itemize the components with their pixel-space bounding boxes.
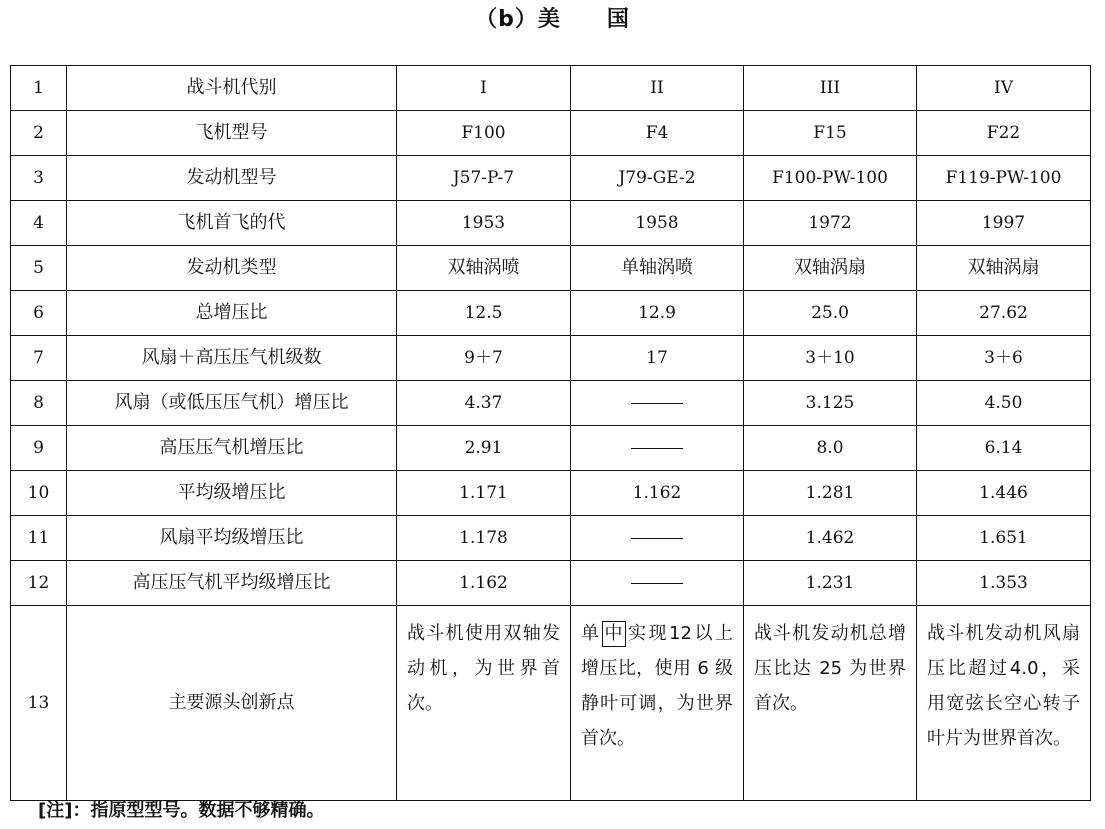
value-cell: 3＋10 <box>744 336 917 381</box>
value-cell: 1.171 <box>397 471 571 516</box>
row-number: 6 <box>11 291 67 336</box>
generation-cell: IV <box>917 66 1091 111</box>
note-text: 实现12以上增压比，使用 6 级静叶可调，为世界首次。 <box>581 623 733 749</box>
row-number: 12 <box>11 561 67 606</box>
row-number: 4 <box>11 201 67 246</box>
value-cell: F100-PW-100 <box>744 156 917 201</box>
row-label: 高压压气机平均级增压比 <box>67 561 397 606</box>
row-number: 9 <box>11 426 67 471</box>
table-row <box>11 516 1091 561</box>
footnote: [注]：指原型型号。数据不够精确。 <box>38 800 325 821</box>
value-cell: 2.91 <box>397 426 571 471</box>
value-cell: F15 <box>744 111 917 156</box>
row-number: 3 <box>11 156 67 201</box>
row-label: 发动机类型 <box>67 246 397 291</box>
row-number: 7 <box>11 336 67 381</box>
row-label: 飞机首飞的代 <box>67 201 397 246</box>
value-cell: 3.125 <box>744 381 917 426</box>
value-cell: 1.231 <box>744 561 917 606</box>
value-cell: 1997 <box>917 201 1091 246</box>
dash-line <box>631 403 683 404</box>
empty-value-dash <box>571 426 744 471</box>
value-cell: 1953 <box>397 201 571 246</box>
generation-cell: III <box>744 66 917 111</box>
table-row <box>11 246 1091 291</box>
document-title: （b）美 国 <box>475 7 630 32</box>
row-label: 飞机型号 <box>67 111 397 156</box>
table-row <box>11 471 1091 516</box>
value-cell: 4.50 <box>917 381 1091 426</box>
row-label: 高压压气机增压比 <box>67 426 397 471</box>
row-number: 5 <box>11 246 67 291</box>
table-row <box>11 291 1091 336</box>
value-cell: F119-PW-100 <box>917 156 1091 201</box>
value-cell: 8.0 <box>744 426 917 471</box>
value-cell: 1972 <box>744 201 917 246</box>
row-number: 8 <box>11 381 67 426</box>
value-cell: 12.9 <box>571 291 744 336</box>
row-number: 13 <box>11 606 67 801</box>
empty-value-dash <box>571 516 744 561</box>
row-label: 发动机型号 <box>67 156 397 201</box>
generation-cell: II <box>571 66 744 111</box>
value-cell: 27.62 <box>917 291 1091 336</box>
innovation-note: 战斗机使用双轴发动机，为世界首次。 <box>397 606 571 801</box>
note-text: 单 <box>581 623 602 644</box>
table-row <box>11 201 1091 246</box>
innovation-row <box>11 606 1091 801</box>
value-cell: 1.446 <box>917 471 1091 516</box>
innovation-note: 战斗机发动机风扇压比超过4.0，采用宽弦长空心转子叶片为世界首次。 <box>917 606 1091 801</box>
value-cell: F22 <box>917 111 1091 156</box>
row-label: 主要源头创新点 <box>67 606 397 801</box>
value-cell: 双轴涡扇 <box>917 246 1091 291</box>
value-cell: 1.178 <box>397 516 571 561</box>
generation-cell: I <box>397 66 571 111</box>
boxed-character: 中 <box>602 621 626 647</box>
innovation-note <box>571 606 744 801</box>
value-cell: 1.462 <box>744 516 917 561</box>
value-cell: 1958 <box>571 201 744 246</box>
row-number: 11 <box>11 516 67 561</box>
value-cell: F100 <box>397 111 571 156</box>
value-cell: J79-GE-2 <box>571 156 744 201</box>
value-cell: 双轴涡喷 <box>397 246 571 291</box>
row-number: 1 <box>11 66 67 111</box>
value-cell: 4.37 <box>397 381 571 426</box>
table-header-row <box>11 66 1091 111</box>
row-label: 风扇＋高压压气机级数 <box>67 336 397 381</box>
innovation-note: 战斗机发动机总增压比达 25 为世界首次。 <box>744 606 917 801</box>
table-row <box>11 156 1091 201</box>
value-cell: 17 <box>571 336 744 381</box>
value-cell: F4 <box>571 111 744 156</box>
value-cell: 1.162 <box>571 471 744 516</box>
row-label: 风扇（或低压压气机）增压比 <box>67 381 397 426</box>
value-cell: 1.651 <box>917 516 1091 561</box>
row-label: 风扇平均级增压比 <box>67 516 397 561</box>
row-label: 总增压比 <box>67 291 397 336</box>
value-cell: 1.162 <box>397 561 571 606</box>
row-label: 平均级增压比 <box>67 471 397 516</box>
comparison-table <box>10 65 1091 801</box>
empty-value-dash <box>571 381 744 426</box>
dash-line <box>631 538 683 539</box>
row-number: 10 <box>11 471 67 516</box>
row-number: 2 <box>11 111 67 156</box>
value-cell: 6.14 <box>917 426 1091 471</box>
table-row <box>11 111 1091 156</box>
table-row <box>11 381 1091 426</box>
value-cell: J57-P-7 <box>397 156 571 201</box>
dash-line <box>631 583 683 584</box>
table-body <box>11 66 1091 801</box>
dash-line <box>631 448 683 449</box>
value-cell: 1.353 <box>917 561 1091 606</box>
empty-value-dash <box>571 561 744 606</box>
table-row <box>11 561 1091 606</box>
table-row <box>11 336 1091 381</box>
value-cell: 9＋7 <box>397 336 571 381</box>
value-cell: 单轴涡喷 <box>571 246 744 291</box>
table-row <box>11 426 1091 471</box>
row-label: 战斗机代别 <box>67 66 397 111</box>
value-cell: 12.5 <box>397 291 571 336</box>
value-cell: 1.281 <box>744 471 917 516</box>
value-cell: 3＋6 <box>917 336 1091 381</box>
value-cell: 双轴涡扇 <box>744 246 917 291</box>
value-cell: 25.0 <box>744 291 917 336</box>
